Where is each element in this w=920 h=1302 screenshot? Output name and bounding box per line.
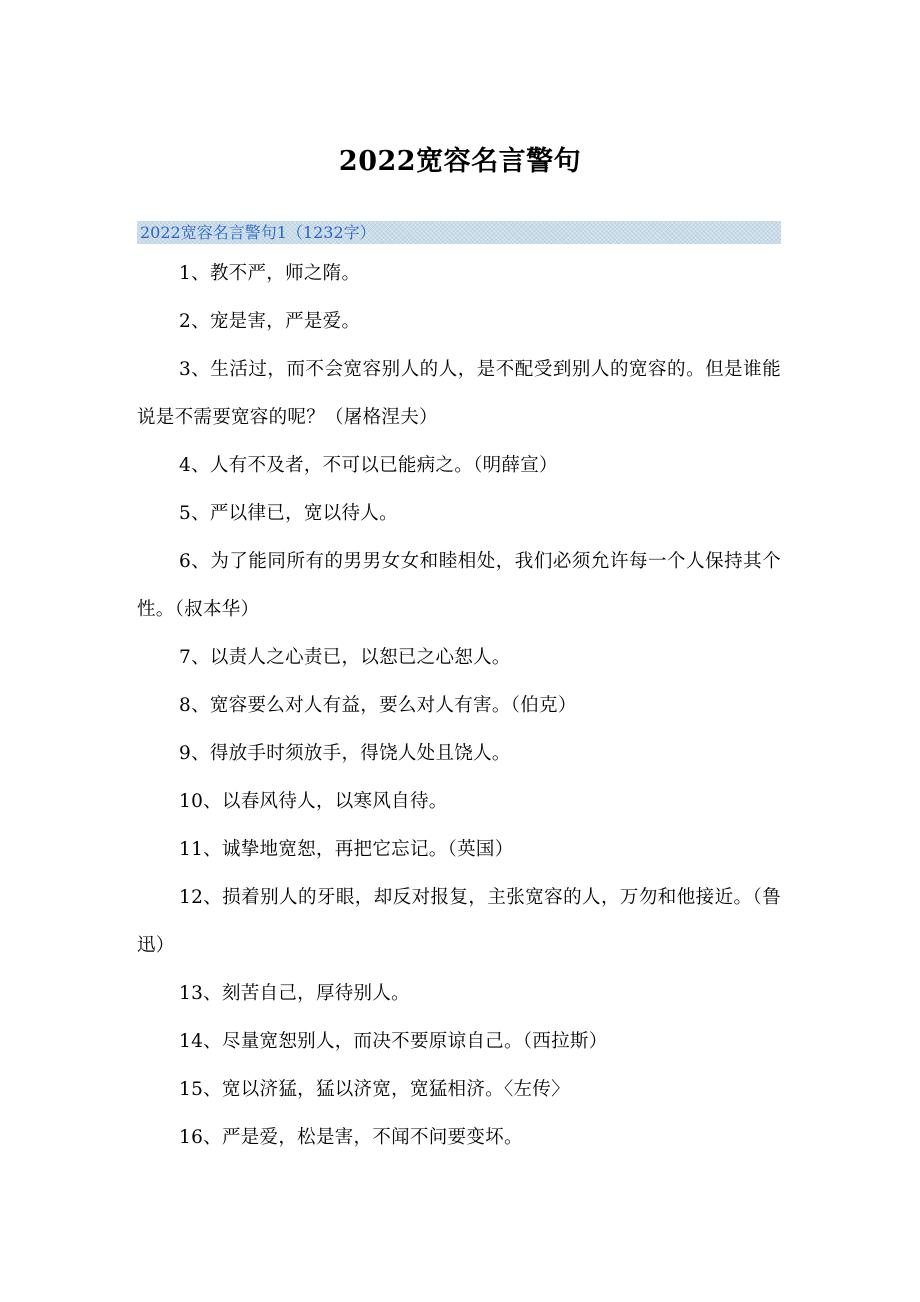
quote-item: 12、损着别人的牙眼，却反对报复，主张宽容的人，万勿和他接近。（鲁迅） <box>137 887 781 956</box>
quote-item: 7、以责人之心责已，以恕已之心恕人。 <box>179 647 511 668</box>
quote-item: 1、教不严，师之隋。 <box>179 263 361 284</box>
quote-item: 11、诚挚地宽恕，再把它忘记。（英国） <box>179 839 514 860</box>
quote-item: 6、为了能同所有的男男女女和睦相处，我们必须允许每一个人保持其个性。（叔本华） <box>137 551 781 620</box>
document-title: 2022宽容名言警句 <box>338 146 582 177</box>
quote-item: 4、人有不及者，不可以已能病之。（明薛宣） <box>179 455 558 476</box>
section-heading: 2022宽容名言警句1（1232字） <box>140 223 376 242</box>
quote-item: 8、宽容要么对人有益，要么对人有害。（伯克） <box>179 695 577 716</box>
quote-item: 5、严以律已，宽以待人。 <box>179 503 398 524</box>
quote-item: 2、宠是害，严是爱。 <box>179 311 361 332</box>
quote-item: 3、生活过，而不会宽容别人的人，是不配受到别人的宽容的。但是谁能说是不需要宽容的呢？（屠格涅夫） <box>137 359 781 428</box>
quote-item: 10、以春风待人，以寒风自待。 <box>179 791 448 812</box>
quote-item: 13、刻苦自己，厚待别人。 <box>179 983 410 1004</box>
quote-list <box>137 250 781 1162</box>
quote-item: 14、尽量宽恕别人，而决不要原谅自己。（西拉斯） <box>179 1031 608 1052</box>
quote-item: 15、宽以济猛，猛以济宽，宽猛相济。〈左传〉 <box>179 1079 570 1100</box>
quote-item: 16、严是爱，松是害，不闻不问要变坏。 <box>179 1127 523 1148</box>
quote-item: 9、得放手时须放手，得饶人处且饶人。 <box>179 743 511 764</box>
section-heading-bar <box>137 221 781 244</box>
